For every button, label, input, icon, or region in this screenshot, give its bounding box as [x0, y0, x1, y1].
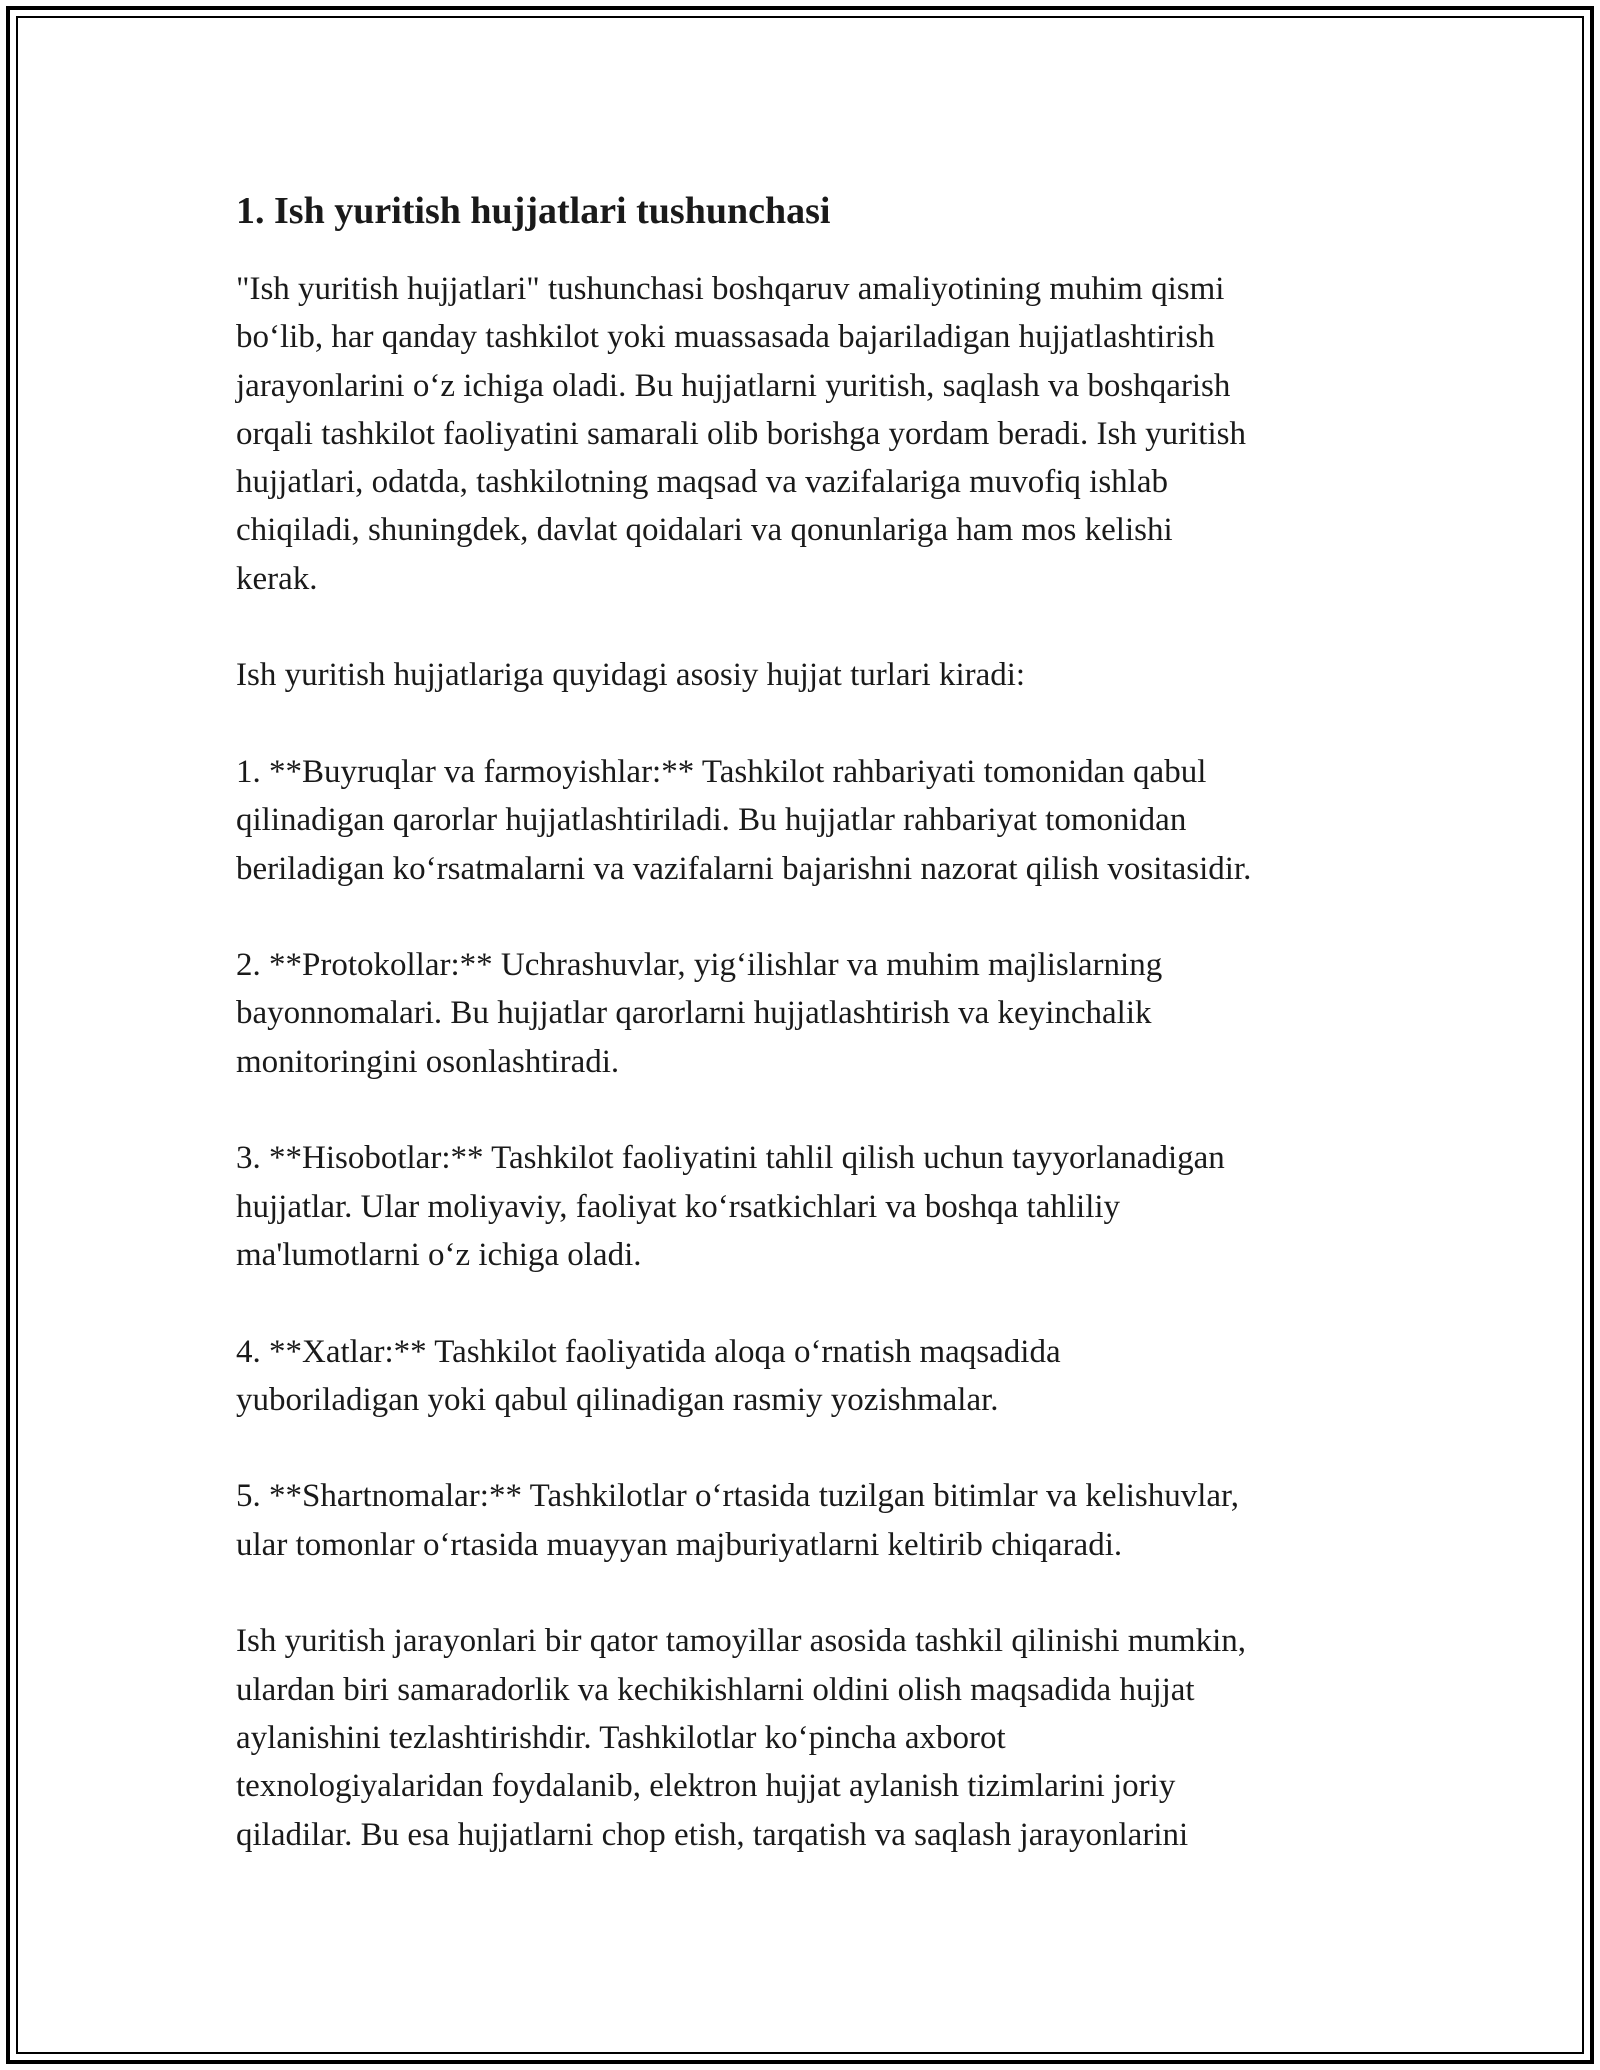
- text-line: hujjatlari, odatda, tashkilotning maqsad va vazifalariga muvofiq ishlab: [236, 464, 1168, 501]
- paragraph-intro: [236, 265, 1376, 603]
- text-line: 4. **Xatlar:** Tashkilot faoliyatida aloqa o‘rnatish maqsadida: [236, 1333, 1061, 1370]
- text-line: 5. **Shartnomalar:** Tashkilotlar o‘rtasida tuzilgan bitimlar va kelishuvlar,: [236, 1478, 1239, 1515]
- document-body: [236, 185, 1376, 1907]
- text-line: monitoringini osonlashtiradi.: [236, 1043, 620, 1080]
- text-line: bayonnomalari. Bu hujjatlar qarorlarni hujjatlashtirish va keyinchalik: [236, 995, 1152, 1032]
- text-line: ma'lumotlarni o‘z ichiga oladi.: [236, 1236, 642, 1273]
- text-line: beriladigan ko‘rsatmalarni va vazifalarni bajarishni nazorat qilish vositasidir.: [236, 850, 1252, 887]
- list-item-4: [236, 1328, 1376, 1425]
- text-line: texnologiyalaridan foydalanib, elektron hujjat aylanish tizimlarini joriy: [236, 1768, 1176, 1805]
- paragraph-list-intro: [236, 651, 1376, 699]
- section-heading: 1. Ish yuritish hujjatlari tushunchasi: [236, 190, 831, 232]
- text-line: Ish yuritish jarayonlari bir qator tamoyillar asosida tashkil qilinishi mumkin,: [236, 1623, 1247, 1660]
- text-line: chiqiladi, shuningdek, davlat qoidalari va qonunlariga ham mos kelishi: [236, 512, 1173, 549]
- text-line: "Ish yuritish hujjatlari" tushunchasi boshqaruv amaliyotining muhim qismi: [236, 271, 1225, 307]
- list-item-3: [236, 1134, 1376, 1279]
- text-line: qilinadigan qarorlar hujjatlashtiriladi. Bu hujjatlar rahbariyat tomonidan: [236, 802, 1187, 839]
- text-line: 3. **Hisobotlar:** Tashkilot faoliyatini tahlil qilish uchun tayyorlanadigan: [236, 1140, 1225, 1177]
- list-item-5: [236, 1472, 1376, 1569]
- text-line: aylanishini tezlashtirishdir. Tashkilotlar ko‘pincha axborot: [236, 1719, 1006, 1756]
- text-line: yuboriladigan yoki qabul qilinadigan rasmiy yozishmalar.: [236, 1381, 999, 1418]
- text-line: orqali tashkilot faoliyatini samarali olib borishga yordam beradi. Ish yuritish: [236, 415, 1246, 452]
- list-item-1: [236, 748, 1376, 893]
- text-line: 1. **Buyruqlar va farmoyishlar:** Tashkilot rahbariyati tomonidan qabul: [236, 753, 1207, 790]
- paragraph-closing: [236, 1617, 1376, 1858]
- text-line: Ish yuritish hujjatlariga quyidagi asosiy hujjat turlari kiradi:: [236, 657, 1026, 694]
- text-line: hujjatlar. Ular moliyaviy, faoliyat ko‘rsatkichlari va boshqa tahliliy: [236, 1188, 1121, 1225]
- text-line: jarayonlarini o‘z ichiga oladi. Bu hujjatlarni yuritish, saqlash va boshqarish: [236, 367, 1231, 404]
- text-line: 2. **Protokollar:** Uchrashuvlar, yig‘ilishlar va muhim majlislarning: [236, 947, 1163, 984]
- text-line: qiladilar. Bu esa hujjatlarni chop etish, tarqatish va saqlash jarayonlarini: [236, 1816, 1189, 1853]
- text-line: ular tomonlar o‘rtasida muayyan majburiyatlarni keltirib chiqaradi.: [236, 1526, 1123, 1563]
- text-line: ulardan biri samaradorlik va kechikishlarni oldini olish maqsadida hujjat: [236, 1671, 1195, 1708]
- text-line: kerak.: [236, 560, 318, 597]
- text-line: bo‘lib, har qanday tashkilot yoki muassasada bajariladigan hujjatlashtirish: [236, 319, 1215, 356]
- list-item-2: [236, 941, 1376, 1086]
